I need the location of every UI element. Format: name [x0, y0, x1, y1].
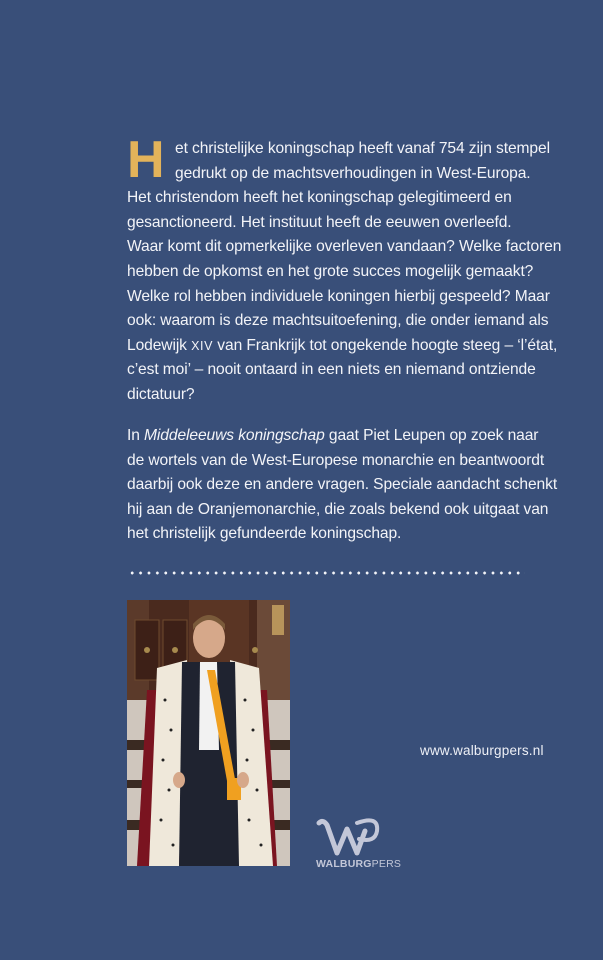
text-fragment: van Frankrijk tot ongekende hoogte steeg – ‘l’état, — [213, 336, 558, 354]
drop-cap: H — [127, 141, 165, 179]
text-line: et christelijke koningschap heeft vanaf 754 zijn stempel — [175, 140, 550, 157]
book-title: Middeleeuws koningschap — [144, 427, 325, 444]
text-line: daarbij ook deze en andere vragen. Speciale aandacht schenkt — [127, 476, 558, 494]
text-line — [127, 334, 558, 359]
text-line: hij aan de Oranjemonarchie, die zoals bekend ook uitgaat van — [127, 500, 549, 518]
publisher-name-light: PERS — [371, 858, 402, 870]
text-line: het christelijk gefundeerde koningschap. — [127, 525, 402, 543]
king-portrait-photo — [127, 600, 290, 866]
intro-paragraph — [127, 137, 562, 408]
text-fragment: Lodewijk — [127, 336, 192, 354]
text-line: dictatuur? — [127, 385, 195, 403]
text-line: ook: waarom is deze machtsuitoefening, die onder iemand als — [127, 312, 549, 330]
text-line: hebben de opkomst en het grote succes mogelijk gemaakt? — [127, 262, 534, 280]
text-line: Waar komt dit opmerkelijke overleven vandaan? Welke factoren — [127, 238, 562, 256]
text-line: gedrukt op de machtsverhoudingen in West-Europa. — [175, 164, 531, 182]
text-fragment: In — [127, 427, 145, 444]
publisher-website-link[interactable]: www.walburgpers.nl — [420, 743, 544, 758]
publisher-name-bold: WALBURG — [316, 858, 372, 870]
text-line: c’est moi’ – nooit ontaard in een niets en niemand ontziende — [127, 361, 536, 379]
text-line — [127, 424, 547, 449]
text-line: gesanctioneerd. Het instituut heeft de eeuwen overleefd. — [127, 213, 512, 231]
roman-numeral: XIV — [191, 338, 214, 353]
dotted-divider — [128, 571, 525, 575]
text-line: Het christendom heeft het koningschap gelegitimeerd en — [127, 189, 512, 207]
text-fragment: gaat Piet Leupen op zoek naar — [324, 427, 539, 444]
text-line: Welke rol hebben individuele koningen hierbij gespeeld? Maar — [127, 287, 550, 305]
text-line: de wortels van de West-Europese monarchie en beantwoordt — [127, 451, 545, 469]
publisher-name — [316, 858, 401, 870]
summary-paragraph — [127, 424, 558, 547]
